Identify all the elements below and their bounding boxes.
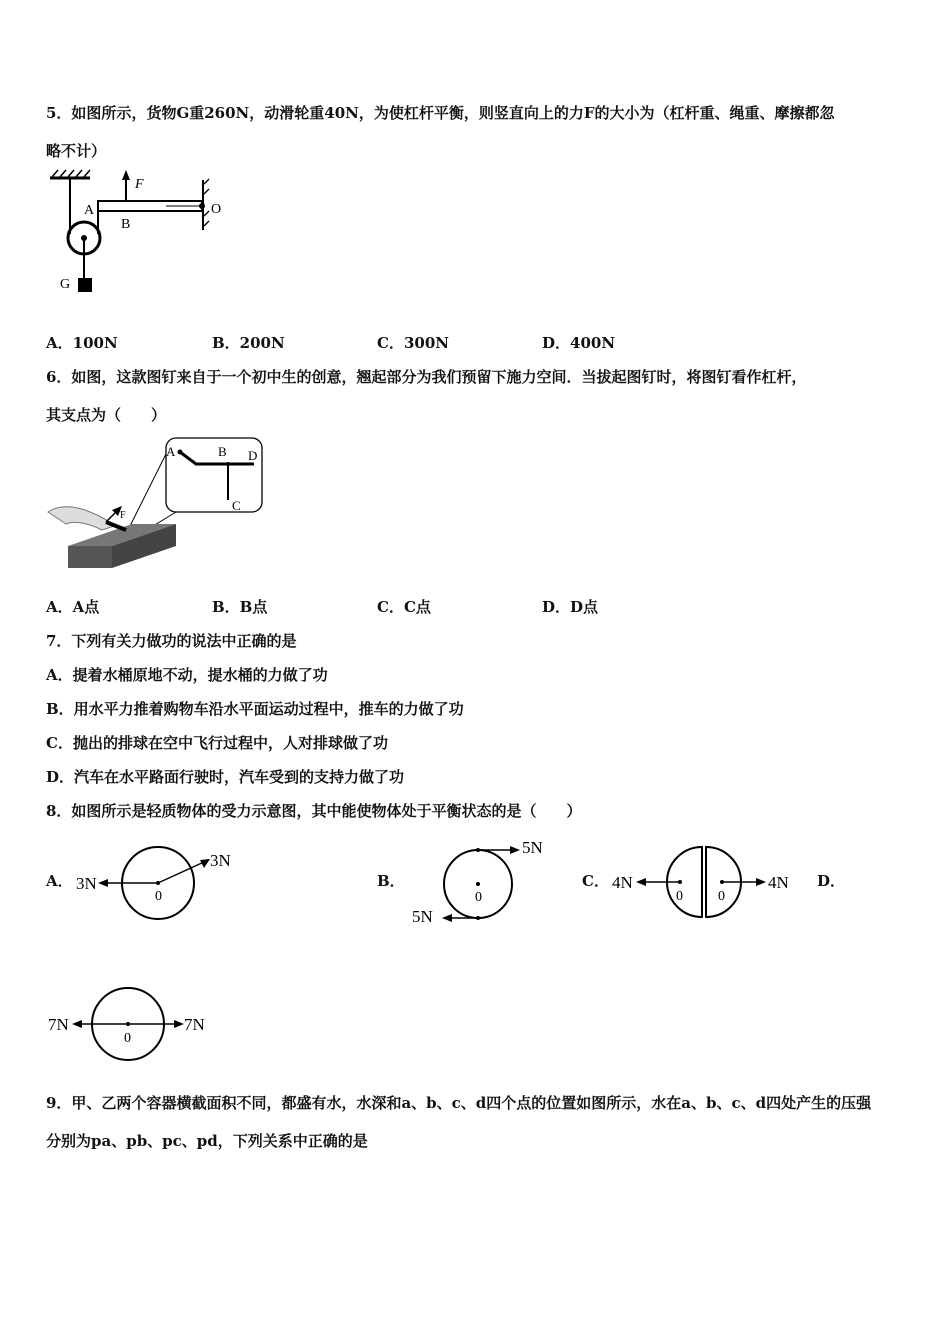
q8-stem: 8．如图所示是轻质物体的受力示意图，其中能使物体处于平衡状态的是（ ） xyxy=(46,802,582,820)
q8-d-left-force: 7N xyxy=(48,1015,69,1034)
q6-pushpin-figure xyxy=(46,434,266,576)
q6-label-b: B xyxy=(218,444,227,459)
q6-label-d: D xyxy=(248,448,258,463)
q8-a-right-force: 3N xyxy=(210,851,231,870)
q5-option-d: D．400N xyxy=(542,334,616,352)
q8-option-c-letter: C． xyxy=(582,872,609,890)
q7-option-a: A．提着水桶原地不动，提水桶的力做了功 xyxy=(46,666,328,684)
q8-option-a-letter: A． xyxy=(46,872,73,890)
q8-c-left-force: 4N xyxy=(612,873,633,892)
q6-stem-line2: 其支点为（ ） xyxy=(46,406,167,424)
q8-figure-d xyxy=(46,986,216,1066)
q7-stem: 7．下列有关力做功的说法中正确的是 xyxy=(46,632,297,650)
q5-option-a: A．100N xyxy=(46,334,118,352)
q5-label-g: G xyxy=(60,277,71,292)
q5-lever-pulley-figure xyxy=(46,168,246,303)
q5-option-b: B．200N xyxy=(212,334,285,352)
q8-a-center: 0 xyxy=(155,889,162,904)
q8-figure-a xyxy=(74,846,244,926)
q6-option-a: A．A点 xyxy=(46,598,100,616)
q5-label-o: O xyxy=(211,202,222,217)
q8-a-left-force: 3N xyxy=(76,874,97,893)
q8-d-center: 0 xyxy=(124,1031,131,1046)
q6-option-c: C．C点 xyxy=(377,598,431,616)
q7-option-d: D．汽车在水平路面行驶时，汽车受到的支持力做了功 xyxy=(46,768,405,786)
q5-label-b: B xyxy=(121,217,131,232)
q5-label-a: A xyxy=(84,203,95,218)
q9-stem-line2: 分别为pa、pb、pc、pd，下列关系中正确的是 xyxy=(46,1132,368,1150)
q6-option-b: B．B点 xyxy=(212,598,268,616)
q7-option-c: C．抛出的排球在空中飞行过程中，人对排球做了功 xyxy=(46,734,388,752)
q6-label-a: A xyxy=(166,444,176,459)
q8-b-center: 0 xyxy=(475,890,482,905)
q8-b-bottom-force: 5N xyxy=(412,907,433,926)
q5-option-c: C．300N xyxy=(377,334,449,352)
q8-option-d-letter: D． xyxy=(817,872,846,890)
q7-option-b: B．用水平力推着购物车沿水平面运动过程中，推车的力做了功 xyxy=(46,700,464,718)
q5-label-f: F xyxy=(135,177,144,192)
q8-b-top-force: 5N xyxy=(522,838,543,857)
q8-c-center-left: 0 xyxy=(676,889,683,904)
q8-d-right-force: 7N xyxy=(184,1015,205,1034)
q8-figure-c xyxy=(610,844,806,924)
q8-figure-b xyxy=(410,836,560,928)
q8-c-center-right: 0 xyxy=(718,889,725,904)
q5-stem-line1: 5．如图所示，货物G重260N，动滑轮重40N，为使杠杆平衡，则竖直向上的力F的大小为（杠杆重、绳重、摩擦都忽 xyxy=(46,104,835,122)
q5-stem-line2: 略不计） xyxy=(46,142,107,160)
q6-label-c: C xyxy=(232,498,241,513)
q6-option-d: D．D点 xyxy=(542,598,599,616)
q8-c-right-force: 4N xyxy=(768,873,789,892)
q8-option-b-letter: B． xyxy=(377,872,405,890)
q6-label-f: F xyxy=(120,510,126,521)
q9-stem-line1: 9．甲、乙两个容器横截面积不同，都盛有水，水深和a、b、c、d四个点的位置如图所示，水在a、b、c、d四处产生的压强 xyxy=(46,1094,872,1112)
q6-stem-line1: 6．如图，这款图钉来自于一个初中生的创意，翘起部分为我们预留下施力空间．当拔起图钉时，将图钉看作杠杆， xyxy=(46,368,807,386)
